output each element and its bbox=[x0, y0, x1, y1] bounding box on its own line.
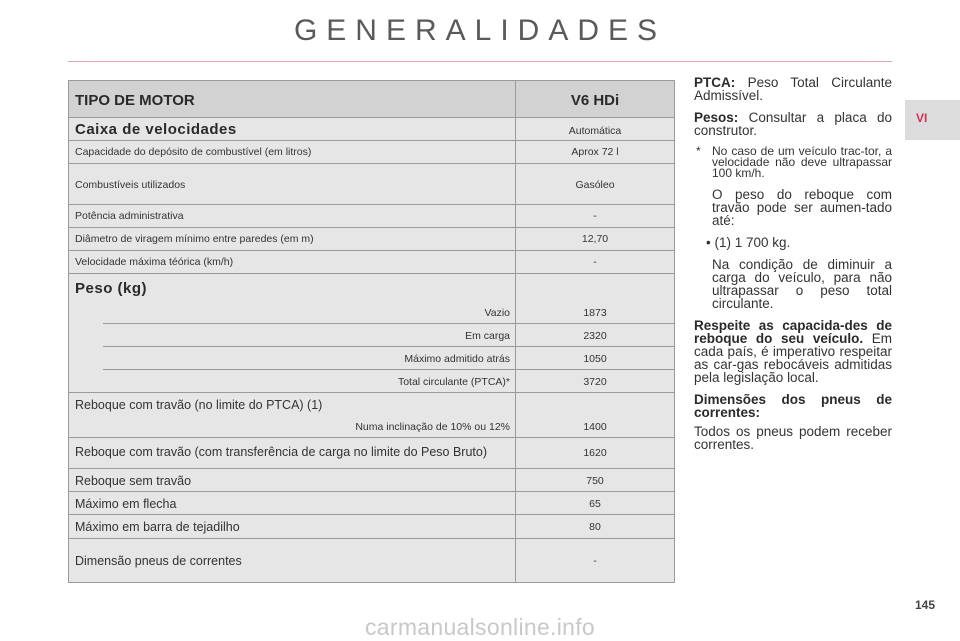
table-row-label: Reboque sem travão bbox=[75, 474, 192, 488]
ptca-text: Peso Total Circulante Admissível. bbox=[694, 75, 892, 103]
braked-trailer-sub-label: Numa inclinação de 10% ou 12% bbox=[355, 421, 510, 433]
tow-weight-item: • (1) 1 700 kg. bbox=[706, 235, 791, 250]
footnote bbox=[694, 146, 892, 179]
table-row-label: Dimensão pneus de correntes bbox=[75, 554, 242, 568]
respect-term: Respeite as capacida-des de reboque do seu veículo. bbox=[694, 318, 892, 346]
gearbox-value: Automática bbox=[568, 125, 622, 137]
row-divider bbox=[69, 250, 674, 251]
row-divider bbox=[103, 323, 515, 324]
weight-value: 2320 bbox=[583, 330, 607, 342]
footnote-mark: * bbox=[696, 144, 701, 158]
table-row-label: Velocidade máxima téórica (km/h) bbox=[75, 256, 234, 268]
tyres-term: Dimensões dos pneus de correntes: bbox=[694, 392, 892, 420]
spec-table bbox=[68, 80, 675, 583]
weight-value: 3720 bbox=[583, 376, 607, 388]
row-divider bbox=[69, 514, 674, 515]
engine-type-label: TIPO DE MOTOR bbox=[75, 92, 195, 109]
row-divider bbox=[516, 369, 674, 370]
chapter-tab-label: VI bbox=[916, 111, 928, 125]
table-row-value: Aprox 72 l bbox=[571, 146, 619, 158]
table-row-label: Reboque com travão (com transferência de carga no limite do Peso Bruto) bbox=[75, 445, 488, 459]
pesos-term: Pesos: bbox=[694, 110, 739, 125]
pesos-text: Consultar a placa do construtor. bbox=[694, 110, 892, 138]
braked-trailer-value: 1400 bbox=[583, 421, 607, 433]
table-row-label: Combustíveis utilizados bbox=[75, 179, 186, 191]
title-divider bbox=[68, 61, 892, 62]
ptca-term: PTCA: bbox=[694, 75, 736, 90]
respect-note bbox=[694, 319, 892, 384]
row-divider bbox=[69, 392, 674, 393]
table-row-label: Potência administrativa bbox=[75, 210, 184, 222]
table-row-value: 80 bbox=[589, 521, 601, 533]
engine-type-value: V6 HDi bbox=[570, 92, 620, 109]
row-divider bbox=[69, 140, 674, 141]
row-divider bbox=[69, 538, 674, 539]
tyres-heading bbox=[694, 393, 892, 419]
tyres-text: Todos os pneus podem receber correntes. bbox=[694, 424, 892, 452]
table-row-value: 12,70 bbox=[581, 233, 609, 245]
table-row-label: Diâmetro de viragem mínimo entre paredes (em m) bbox=[75, 233, 314, 245]
tow-weight-text: O peso do reboque com travão pode ser aumen-tado até: bbox=[712, 187, 892, 228]
chapter-tab[interactable] bbox=[905, 100, 960, 140]
page-number: 145 bbox=[914, 598, 935, 612]
table-row-label: Capacidade do depósito de combustível (em litros) bbox=[75, 146, 312, 158]
row-divider bbox=[69, 117, 674, 118]
table-row-label: Máximo em flecha bbox=[75, 497, 177, 511]
table-row-value: 65 bbox=[589, 498, 601, 510]
weight-value: 1050 bbox=[583, 353, 607, 365]
notes-column bbox=[694, 76, 892, 451]
table-row-value: 750 bbox=[586, 475, 604, 487]
row-divider bbox=[69, 273, 674, 274]
page-title: GENERALIDADES bbox=[293, 14, 667, 47]
weight-label: Total circulante (PTCA)* bbox=[397, 376, 510, 388]
watermark: carmanualsonline.info bbox=[364, 614, 596, 640]
row-divider bbox=[516, 323, 674, 324]
weight-value: 1873 bbox=[583, 307, 607, 319]
table-row-value: 1620 bbox=[583, 447, 607, 459]
weight-label: Vazio bbox=[484, 307, 510, 319]
row-divider bbox=[103, 346, 515, 347]
pesos-note bbox=[694, 111, 892, 137]
weight-label: Em carga bbox=[465, 330, 510, 342]
ptca-note bbox=[694, 76, 892, 102]
gearbox-label: Caixa de velocidades bbox=[75, 121, 237, 138]
row-divider bbox=[69, 437, 674, 438]
row-divider bbox=[516, 346, 674, 347]
table-row-label: Máximo em barra de tejadilho bbox=[75, 520, 240, 534]
row-divider bbox=[69, 227, 674, 228]
braked-trailer-label: Reboque com travão (no limite do PTCA) (1) bbox=[75, 398, 323, 412]
row-divider bbox=[69, 468, 674, 469]
table-row-value: - bbox=[593, 210, 597, 222]
table-row-value: - bbox=[593, 256, 597, 268]
table-row-value: Gasóleo bbox=[575, 179, 615, 191]
table-row-value: - bbox=[593, 555, 597, 567]
weight-section-label: Peso (kg) bbox=[75, 280, 148, 297]
respect-text: Em cada país, é imperativo respeitar as car-gas rebocáveis admitidas pela legislação local. bbox=[694, 331, 892, 385]
footnote-text: No caso de um veículo trac-tor, a velocidade não deve ultrapassar 100 km/h. bbox=[712, 144, 892, 180]
row-divider bbox=[69, 491, 674, 492]
weight-label: Máximo admitido atrás bbox=[404, 353, 510, 365]
row-divider bbox=[69, 163, 674, 164]
reduce-load-text: Na condição de diminuir a carga do veículo, para não ultrapassar o peso total circulante. bbox=[712, 257, 892, 311]
row-divider bbox=[103, 369, 515, 370]
row-divider bbox=[69, 204, 674, 205]
